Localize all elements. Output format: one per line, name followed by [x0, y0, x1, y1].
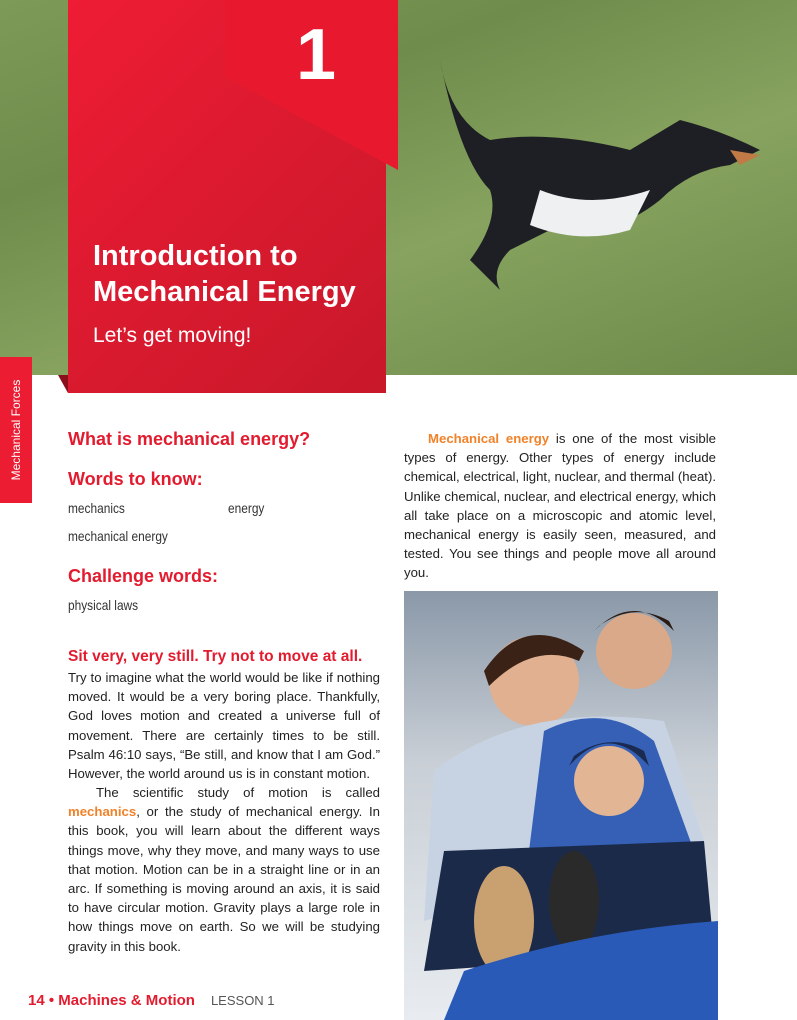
- text: , or the study of mechanical energy. In this book, you will learn about the different ways things move, why they move, and many ways to use that motion. Motion can be in a straight line or in an arc. If something is moving around an axis, it is said to have circular motion. Gravity plays a large role in how things move on earth. So we will be studying gravity in this book.: [68, 804, 380, 954]
- title-line-2: Mechanical Energy: [93, 276, 356, 308]
- banner-fold: [58, 375, 68, 393]
- dog-image: [430, 40, 770, 300]
- page-footer: [28, 992, 275, 1009]
- sit-still-heading: Sit very, very still. Try not to move at all.: [68, 648, 363, 665]
- challenge-heading: Challenge words:: [68, 566, 219, 586]
- family-sledding-photo: [404, 591, 718, 1020]
- challenge-word: physical laws: [68, 597, 139, 613]
- word-item: mechanics: [68, 500, 125, 516]
- lesson-label: LESSON 1: [210, 993, 275, 1008]
- keyword: mechanics: [68, 804, 137, 820]
- chapter-number: 1: [296, 15, 337, 95]
- side-tab-label: Mechanical Forces: [9, 379, 23, 481]
- word-item: energy: [228, 500, 265, 516]
- text: is one of the most visible types of energy. Other types of energy include chemical, electrical, light, nuclear, and thermal (heat). Unlike chemical, nuclear, and electrical energy, which all take place on a microscopic and atomic level, mechanical energy is easily seen, measured, and tested. You see things and people move all around you.: [404, 431, 716, 581]
- text: The scientific study of motion is called: [96, 785, 380, 800]
- question-heading: What is mechanical energy?: [68, 429, 311, 449]
- body-paragraph: [404, 429, 716, 583]
- word-item: mechanical energy: [68, 528, 168, 544]
- title-line-1: Introduction to: [93, 240, 298, 272]
- chapter-subtitle: Let’s get moving!: [93, 324, 252, 347]
- words-to-know-heading: Words to know:: [68, 469, 203, 489]
- body-paragraph: [68, 783, 380, 956]
- keyword: Mechanical energy: [428, 431, 550, 446]
- sledding-image: [404, 591, 718, 1020]
- side-tab: [0, 357, 32, 503]
- chapter-title: [93, 238, 356, 310]
- body-paragraph: Try to imagine what the world would be like if nothing moved. It would be a very boring place. Thankfully, God loves motion and created a universe full of movement. There are certainly times to be still. Psalm 46:10 says, “Be still, and know that I am God.” However, the world around us is in constant motion.: [68, 670, 380, 782]
- page-number-book-title: 14 • Machines & Motion: [28, 992, 195, 1009]
